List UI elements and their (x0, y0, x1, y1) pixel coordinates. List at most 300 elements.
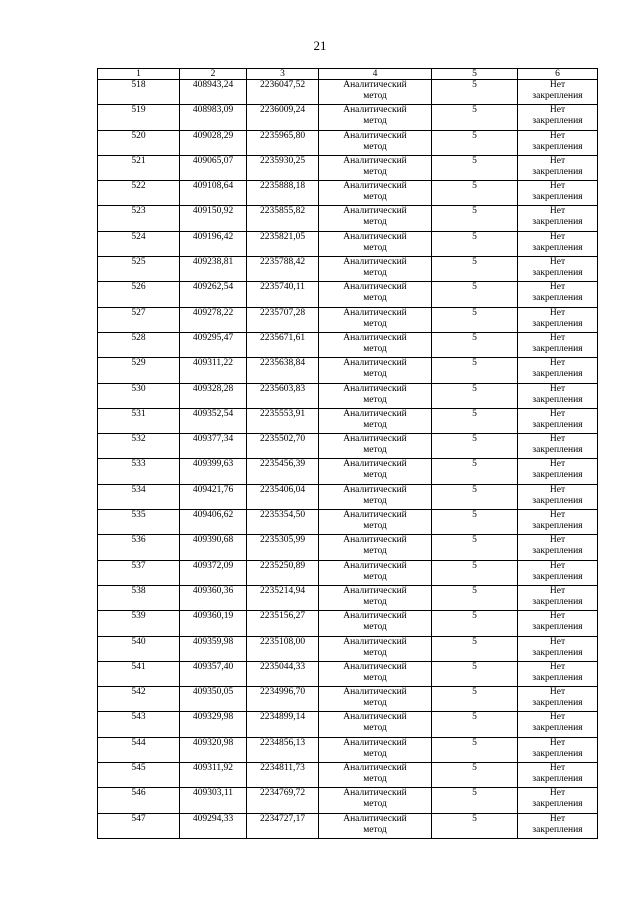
fixing-line-1: Нет (549, 510, 566, 521)
table-cell-col-4 (319, 257, 432, 282)
method-line-2: метод (363, 141, 387, 152)
column-header-3: 3 (247, 69, 319, 80)
table-cell-col-6 (518, 434, 598, 459)
fixing-line-2: закрепления (532, 242, 583, 253)
fixing-line-1: Нет (549, 307, 566, 318)
table-cell-col-6 (518, 80, 598, 105)
table-cell-col-5 (432, 788, 518, 813)
point-number: 530 (131, 383, 146, 394)
point-number: 531 (131, 408, 146, 419)
fixing-line-1: Нет (549, 585, 566, 596)
y-coordinate: 2234727,17 (259, 813, 306, 824)
table-cell-col-5 (432, 130, 518, 155)
point-number: 518 (131, 80, 146, 90)
table-cell-col-4 (319, 510, 432, 535)
table-cell-col-6 (518, 408, 598, 433)
method-line-1: Аналитический (343, 332, 407, 343)
method-line-1: Аналитический (343, 763, 407, 774)
table-cell-col-6 (518, 332, 598, 357)
method-line-1: Аналитический (343, 560, 407, 571)
table-cell-col-6 (518, 206, 598, 231)
accuracy-value: 5 (472, 788, 477, 799)
method-line-2: метод (363, 445, 387, 456)
y-coordinate: 2235108,00 (259, 636, 306, 647)
fixing-line-1: Нет (549, 535, 566, 546)
table-cell-col-4 (319, 80, 432, 105)
table-cell-col-1 (98, 687, 180, 712)
accuracy-value: 5 (472, 282, 477, 293)
fixing-line-1: Нет (549, 763, 566, 774)
method-line-2: метод (363, 495, 387, 506)
method-line-1: Аналитический (343, 80, 407, 90)
method-line-2: метод (363, 242, 387, 253)
table-cell-col-5 (432, 687, 518, 712)
table-row (98, 737, 598, 762)
fixing-line-2: закрепления (532, 799, 583, 810)
point-number: 529 (131, 358, 146, 369)
method-line-2: метод (363, 596, 387, 607)
point-number: 523 (131, 206, 146, 217)
table-cell-col-3 (247, 358, 319, 383)
table-cell-col-6 (518, 282, 598, 307)
method-line-2: метод (363, 824, 387, 835)
table-cell-col-2 (180, 712, 247, 737)
table-cell-col-2 (180, 282, 247, 307)
fixing-line-2: закрепления (532, 546, 583, 557)
table-cell-col-1 (98, 560, 180, 585)
table-cell-col-2 (180, 332, 247, 357)
table-row (98, 763, 598, 788)
method-line-1: Аналитический (343, 282, 407, 293)
table-row (98, 459, 598, 484)
y-coordinate: 2235214,94 (259, 585, 306, 596)
method-line-2: метод (363, 268, 387, 279)
y-coordinate: 2235456,39 (259, 459, 306, 470)
point-number: 520 (131, 130, 146, 141)
table-cell-col-2 (180, 788, 247, 813)
table-row (98, 206, 598, 231)
table-cell-col-1 (98, 130, 180, 155)
fixing-line-2: закрепления (532, 445, 583, 456)
method-line-1: Аналитический (343, 788, 407, 799)
accuracy-value: 5 (472, 358, 477, 369)
method-line-2: метод (363, 470, 387, 481)
accuracy-value: 5 (472, 206, 477, 217)
table-cell-col-4 (319, 181, 432, 206)
y-coordinate: 2235553,91 (259, 408, 306, 419)
x-coordinate: 409028,29 (192, 130, 234, 141)
fixing-line-2: закрепления (532, 470, 583, 481)
fixing-line-2: закрепления (532, 217, 583, 228)
point-number: 525 (131, 257, 146, 268)
accuracy-value: 5 (472, 105, 477, 116)
table-cell-col-4 (319, 535, 432, 560)
point-number: 519 (131, 105, 146, 116)
accuracy-value: 5 (472, 484, 477, 495)
fixing-line-1: Нет (549, 155, 566, 166)
method-line-2: метод (363, 116, 387, 127)
y-coordinate: 2235707,28 (259, 307, 306, 318)
point-number: 547 (131, 813, 146, 824)
accuracy-value: 5 (472, 611, 477, 622)
fixing-line-2: закрепления (532, 571, 583, 582)
table-cell-col-1 (98, 763, 180, 788)
table-cell-col-2 (180, 206, 247, 231)
table-cell-col-4 (319, 484, 432, 509)
accuracy-value: 5 (472, 636, 477, 647)
table-cell-col-6 (518, 687, 598, 712)
table-cell-col-1 (98, 737, 180, 762)
table-cell-col-5 (432, 484, 518, 509)
y-coordinate: 2236009,24 (259, 105, 306, 116)
table-cell-col-6 (518, 510, 598, 535)
fixing-line-1: Нет (549, 358, 566, 369)
table-cell-col-3 (247, 257, 319, 282)
method-line-1: Аналитический (343, 484, 407, 495)
table-cell-col-1 (98, 813, 180, 838)
point-number: 545 (131, 763, 146, 774)
table-cell-col-1 (98, 788, 180, 813)
table-row (98, 560, 598, 585)
table-cell-col-5 (432, 611, 518, 636)
column-header-5: 5 (432, 69, 518, 80)
fixing-line-2: закрепления (532, 672, 583, 683)
fixing-line-1: Нет (549, 712, 566, 723)
y-coordinate: 2235671,61 (259, 332, 306, 343)
table-cell-col-5 (432, 181, 518, 206)
table-cell-col-2 (180, 813, 247, 838)
method-line-1: Аналитический (343, 535, 407, 546)
accuracy-value: 5 (472, 434, 477, 445)
table-cell-col-5 (432, 307, 518, 332)
fixing-line-2: закрепления (532, 748, 583, 759)
table-cell-col-5 (432, 332, 518, 357)
table-cell-col-5 (432, 585, 518, 610)
table-row (98, 510, 598, 535)
method-line-1: Аналитический (343, 636, 407, 647)
table-cell-col-2 (180, 484, 247, 509)
x-coordinate: 409406,62 (192, 510, 234, 521)
point-number: 532 (131, 434, 146, 445)
table-cell-col-5 (432, 257, 518, 282)
method-line-1: Аналитический (343, 459, 407, 470)
fixing-line-1: Нет (549, 788, 566, 799)
column-header-1: 1 (98, 69, 180, 80)
fixing-line-2: закрепления (532, 394, 583, 405)
method-line-2: метод (363, 343, 387, 354)
accuracy-value: 5 (472, 560, 477, 571)
table-cell-col-2 (180, 181, 247, 206)
table-cell-col-1 (98, 408, 180, 433)
y-coordinate: 2235305,99 (259, 535, 306, 546)
table-cell-col-3 (247, 408, 319, 433)
fixing-line-2: закрепления (532, 369, 583, 380)
table-cell-col-1 (98, 206, 180, 231)
method-line-2: метод (363, 774, 387, 785)
method-line-1: Аналитический (343, 130, 407, 141)
table-cell-col-4 (319, 155, 432, 180)
table-cell-col-4 (319, 459, 432, 484)
table-cell-col-1 (98, 712, 180, 737)
table-cell-col-1 (98, 257, 180, 282)
table-cell-col-2 (180, 408, 247, 433)
method-line-2: метод (363, 318, 387, 329)
table-row (98, 813, 598, 838)
header-row (98, 69, 598, 80)
table-cell-col-4 (319, 358, 432, 383)
fixing-line-2: закрепления (532, 774, 583, 785)
x-coordinate: 409108,64 (192, 181, 234, 192)
table-cell-col-6 (518, 661, 598, 686)
table-row (98, 636, 598, 661)
table-cell-col-1 (98, 155, 180, 180)
accuracy-value: 5 (472, 383, 477, 394)
x-coordinate: 409311,92 (192, 763, 234, 774)
point-number: 534 (131, 484, 146, 495)
method-line-1: Аналитический (343, 585, 407, 596)
x-coordinate: 409357,40 (192, 661, 234, 672)
fixing-line-1: Нет (549, 636, 566, 647)
table-cell-col-5 (432, 105, 518, 130)
table-row (98, 383, 598, 408)
fixing-line-2: закрепления (532, 192, 583, 203)
accuracy-value: 5 (472, 585, 477, 596)
table-cell-col-6 (518, 737, 598, 762)
accuracy-value: 5 (472, 510, 477, 521)
table-cell-col-2 (180, 611, 247, 636)
table-cell-col-4 (319, 408, 432, 433)
method-line-2: метод (363, 748, 387, 759)
method-line-1: Аналитический (343, 105, 407, 116)
table-row (98, 105, 598, 130)
table-cell-col-3 (247, 155, 319, 180)
accuracy-value: 5 (472, 231, 477, 242)
table-cell-col-6 (518, 763, 598, 788)
table-cell-col-1 (98, 611, 180, 636)
table-cell-col-3 (247, 510, 319, 535)
table-cell-col-1 (98, 636, 180, 661)
method-line-2: метод (363, 293, 387, 304)
fixing-line-1: Нет (549, 206, 566, 217)
y-coordinate: 2235740,11 (260, 282, 305, 293)
method-line-1: Аналитический (343, 155, 407, 166)
table-cell-col-3 (247, 181, 319, 206)
table-row (98, 484, 598, 509)
fixing-line-1: Нет (549, 560, 566, 571)
table-row (98, 257, 598, 282)
point-number: 543 (131, 712, 146, 723)
table-cell-col-2 (180, 105, 247, 130)
accuracy-value: 5 (472, 737, 477, 748)
table-cell-col-6 (518, 611, 598, 636)
x-coordinate: 409196,42 (192, 231, 234, 242)
table-cell-col-2 (180, 687, 247, 712)
x-coordinate: 409311,22 (192, 358, 234, 369)
fixing-line-1: Нет (549, 231, 566, 242)
table-cell-col-4 (319, 661, 432, 686)
x-coordinate: 409390,68 (192, 535, 234, 546)
table-cell-col-6 (518, 257, 598, 282)
x-coordinate: 409421,76 (192, 484, 234, 495)
table-cell-col-1 (98, 383, 180, 408)
table-row (98, 332, 598, 357)
accuracy-value: 5 (472, 459, 477, 470)
table-cell-col-5 (432, 282, 518, 307)
table-cell-col-6 (518, 307, 598, 332)
fixing-line-2: закрепления (532, 293, 583, 304)
accuracy-value: 5 (472, 687, 477, 698)
fixing-line-2: закрепления (532, 622, 583, 633)
table-cell-col-4 (319, 687, 432, 712)
fixing-line-1: Нет (549, 687, 566, 698)
method-line-2: метод (363, 546, 387, 557)
table-cell-col-3 (247, 80, 319, 105)
table-cell-col-6 (518, 813, 598, 838)
point-number: 527 (131, 307, 146, 318)
table-cell-col-1 (98, 459, 180, 484)
table-cell-col-5 (432, 661, 518, 686)
table-cell-col-2 (180, 763, 247, 788)
table-cell-col-3 (247, 535, 319, 560)
table-cell-col-2 (180, 661, 247, 686)
table-row (98, 181, 598, 206)
accuracy-value: 5 (472, 307, 477, 318)
x-coordinate: 408983,09 (192, 105, 234, 116)
table-cell-col-5 (432, 763, 518, 788)
table-cell-col-5 (432, 358, 518, 383)
method-line-1: Аналитический (343, 231, 407, 242)
y-coordinate: 2235821,05 (259, 231, 306, 242)
table-cell-col-5 (432, 434, 518, 459)
method-line-1: Аналитический (343, 408, 407, 419)
method-line-2: метод (363, 192, 387, 203)
column-header-6: 6 (518, 69, 598, 80)
y-coordinate: 2235888,18 (259, 181, 306, 192)
table-cell-col-6 (518, 231, 598, 256)
table-row (98, 408, 598, 433)
table-cell-col-2 (180, 585, 247, 610)
page-number: 21 (313, 38, 327, 53)
method-line-1: Аналитический (343, 307, 407, 318)
fixing-line-1: Нет (549, 737, 566, 748)
x-coordinate: 409065,07 (192, 155, 234, 166)
point-number: 537 (131, 560, 146, 571)
table-cell-col-4 (319, 105, 432, 130)
accuracy-value: 5 (472, 80, 477, 90)
y-coordinate: 2235603,83 (259, 383, 306, 394)
column-header-2: 2 (180, 69, 247, 80)
table-cell-col-6 (518, 585, 598, 610)
fixing-line-2: закрепления (532, 419, 583, 430)
x-coordinate: 409262,54 (192, 282, 234, 293)
y-coordinate: 2234856,13 (259, 737, 306, 748)
fixing-line-1: Нет (549, 383, 566, 394)
fixing-line-2: закрепления (532, 824, 583, 835)
fixing-line-2: закрепления (532, 723, 583, 734)
y-coordinate: 2235502,70 (259, 434, 306, 445)
x-coordinate: 409350,05 (192, 687, 234, 698)
point-number: 528 (131, 332, 146, 343)
table-cell-col-3 (247, 661, 319, 686)
method-line-2: метод (363, 369, 387, 380)
method-line-2: метод (363, 647, 387, 658)
fixing-line-2: закрепления (532, 495, 583, 506)
table-body (98, 80, 598, 839)
table-cell-col-3 (247, 737, 319, 762)
table-cell-col-6 (518, 535, 598, 560)
table-cell-col-1 (98, 358, 180, 383)
table-cell-col-5 (432, 459, 518, 484)
method-line-1: Аналитический (343, 737, 407, 748)
table-cell-col-5 (432, 383, 518, 408)
table-cell-col-3 (247, 712, 319, 737)
table-cell-col-6 (518, 560, 598, 585)
table-cell-col-3 (247, 206, 319, 231)
table-cell-col-4 (319, 788, 432, 813)
table-cell-col-5 (432, 155, 518, 180)
table-cell-col-3 (247, 763, 319, 788)
point-number: 539 (131, 611, 146, 622)
accuracy-value: 5 (472, 155, 477, 166)
table-row (98, 358, 598, 383)
x-coordinate: 409399,63 (192, 459, 234, 470)
table-cell-col-3 (247, 687, 319, 712)
table-cell-col-3 (247, 282, 319, 307)
method-line-1: Аналитический (343, 181, 407, 192)
method-line-1: Аналитический (343, 206, 407, 217)
table-cell-col-6 (518, 636, 598, 661)
fixing-line-2: закрепления (532, 91, 583, 101)
table-cell-col-3 (247, 585, 319, 610)
table-cell-col-5 (432, 712, 518, 737)
point-number: 536 (131, 535, 146, 546)
accuracy-value: 5 (472, 257, 477, 268)
fixing-line-2: закрепления (532, 596, 583, 607)
fixing-line-2: закрепления (532, 116, 583, 127)
table-cell-col-6 (518, 155, 598, 180)
table-cell-col-5 (432, 636, 518, 661)
table-cell-col-2 (180, 459, 247, 484)
x-coordinate: 408943,24 (192, 80, 234, 90)
x-coordinate: 409360,19 (192, 611, 234, 622)
method-line-2: метод (363, 799, 387, 810)
table-cell-col-2 (180, 80, 247, 105)
point-number: 533 (131, 459, 146, 470)
table-cell-col-3 (247, 307, 319, 332)
x-coordinate: 409320,98 (192, 737, 234, 748)
fixing-line-1: Нет (549, 813, 566, 824)
y-coordinate: 2234996,70 (259, 687, 306, 698)
y-coordinate: 2235354,50 (259, 510, 306, 521)
table-cell-col-5 (432, 535, 518, 560)
table-header (98, 69, 598, 80)
x-coordinate: 409372,09 (192, 560, 234, 571)
table-cell-col-6 (518, 130, 598, 155)
fixing-line-2: закрепления (532, 318, 583, 329)
method-line-1: Аналитический (343, 661, 407, 672)
fixing-line-1: Нет (549, 661, 566, 672)
table-cell-col-5 (432, 737, 518, 762)
accuracy-value: 5 (472, 535, 477, 546)
table-cell-col-6 (518, 181, 598, 206)
fixing-line-2: закрепления (532, 141, 583, 152)
fixing-line-1: Нет (549, 484, 566, 495)
accuracy-value: 5 (472, 181, 477, 192)
x-coordinate: 409352,54 (192, 408, 234, 419)
table-cell-col-4 (319, 130, 432, 155)
table-cell-col-2 (180, 358, 247, 383)
y-coordinate: 2234811,73 (260, 763, 305, 774)
